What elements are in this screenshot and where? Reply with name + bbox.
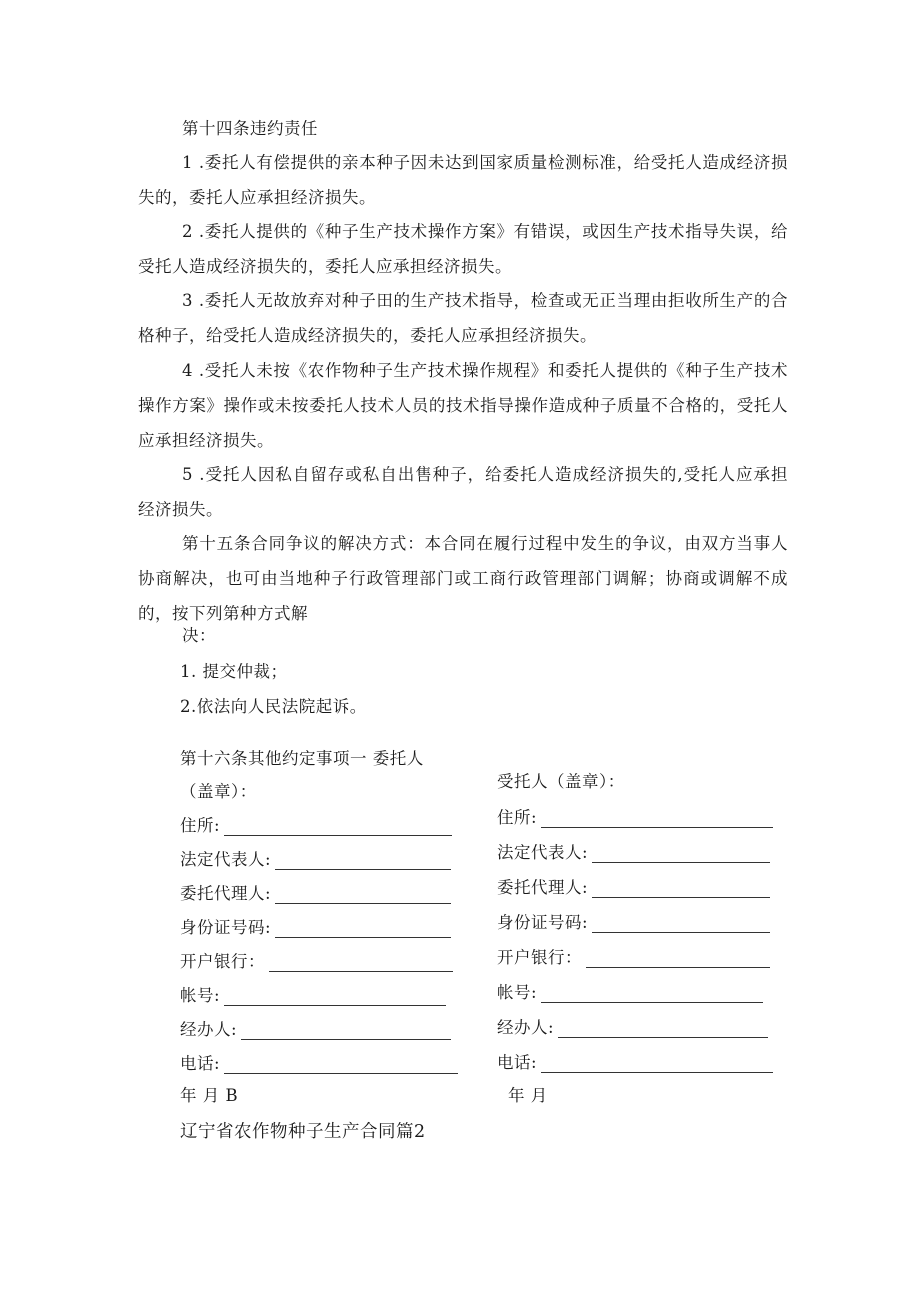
article-16-title: 第十六条其他约定事项一 委托人 — [180, 749, 424, 768]
agent-handler-field[interactable]: 经办人: — [497, 1014, 768, 1038]
principal-phone-field[interactable]: 电话: — [180, 1050, 458, 1074]
blank-line[interactable] — [224, 1057, 458, 1074]
agent-phone-field[interactable]: 电话: — [497, 1049, 773, 1073]
article-15-tail: 决： — [182, 626, 216, 645]
principal-address-field[interactable]: 住所: — [180, 812, 452, 836]
agent-bank-field[interactable]: 开户银行： — [497, 944, 770, 968]
principal-seal-label: （盖章）： — [180, 782, 257, 801]
clause-3: 3 .委托人无故放弃对种子田的生产技术指导，检查或无正当理由拒收所生产的合格种子，给受托人造成经济损失的，委托人应承担经济损失。 — [138, 291, 788, 345]
article-15-text: 第十五条合同争议的解决方式：本合同在履行过程中发生的争议，由双方当事人协商解决，也可由当地种子行政管理部门或工商行政管理部门调解；协商或调解不成的，按下列第种方式解 — [138, 534, 788, 623]
clause-2: 2 .委托人提供的《种子生产技术操作方案》有错误，或因生产技术指导失误，给受托人造成经济损失的，委托人应承担经济损失。 — [138, 222, 788, 276]
blank-line[interactable] — [592, 881, 770, 898]
blank-line[interactable] — [224, 819, 452, 836]
agent-account-field[interactable]: 帐号: — [497, 979, 763, 1003]
blank-line[interactable] — [541, 986, 763, 1003]
principal-handler-field[interactable]: 经办人: — [180, 1016, 451, 1040]
principal-id-field[interactable]: 身份证号码: — [180, 914, 451, 938]
blank-line[interactable] — [592, 916, 770, 933]
blank-line[interactable] — [541, 1056, 773, 1073]
blank-line[interactable] — [241, 1023, 451, 1040]
blank-line[interactable] — [558, 1021, 768, 1038]
blank-line[interactable] — [224, 989, 446, 1006]
blank-line[interactable] — [275, 921, 451, 938]
clause-5: 5 .受托人因私自留存或私自出售种子，给委托人造成经济损失的,受托人应承担经济损失。 — [138, 465, 788, 519]
article-14-title: 第十四条违约责任 — [182, 119, 318, 138]
next-section-heading: 辽宁省农作物种子生产合同篇2 — [180, 1122, 426, 1142]
blank-line[interactable] — [586, 951, 770, 968]
blank-line[interactable] — [592, 846, 770, 863]
agent-address-field[interactable]: 住所: — [497, 804, 773, 828]
blank-line[interactable] — [275, 887, 451, 904]
blank-line[interactable] — [275, 853, 451, 870]
agent-legal-rep-field[interactable]: 法定代表人: — [497, 839, 770, 863]
agent-date: 年 月 — [508, 1086, 548, 1105]
agent-seal-label: 受托人（盖章）： — [497, 772, 625, 791]
blank-line[interactable] — [541, 811, 773, 828]
principal-account-field[interactable]: 帐号: — [180, 982, 446, 1006]
clause-1: 1 .委托人有偿提供的亲本种子因未达到国家质量检测标准，给受托人造成经济损失的，委托人应承担经济损失。 — [138, 153, 788, 207]
principal-bank-field[interactable]: 开户银行： — [180, 948, 453, 972]
agent-id-field[interactable]: 身份证号码: — [497, 909, 770, 933]
principal-date: 年 月 B — [180, 1086, 239, 1105]
principal-legal-rep-field[interactable]: 法定代表人: — [180, 846, 451, 870]
option-court: 2.依法向人民法院起诉。 — [180, 697, 367, 716]
option-arbitration: 1. 提交仲裁； — [180, 662, 288, 681]
blank-line[interactable] — [269, 955, 453, 972]
clause-4: 4 .受托人未按《农作物种子生产技术操作规程》和委托人提供的《种子生产技术操作方案》操作或未按委托人技术人员的技术指导操作造成种子质量不合格的，受托人应承担经济损失。 — [138, 361, 788, 450]
agent-proxy-field[interactable]: 委托代理人: — [497, 874, 770, 898]
principal-proxy-field[interactable]: 委托代理人: — [180, 880, 451, 904]
